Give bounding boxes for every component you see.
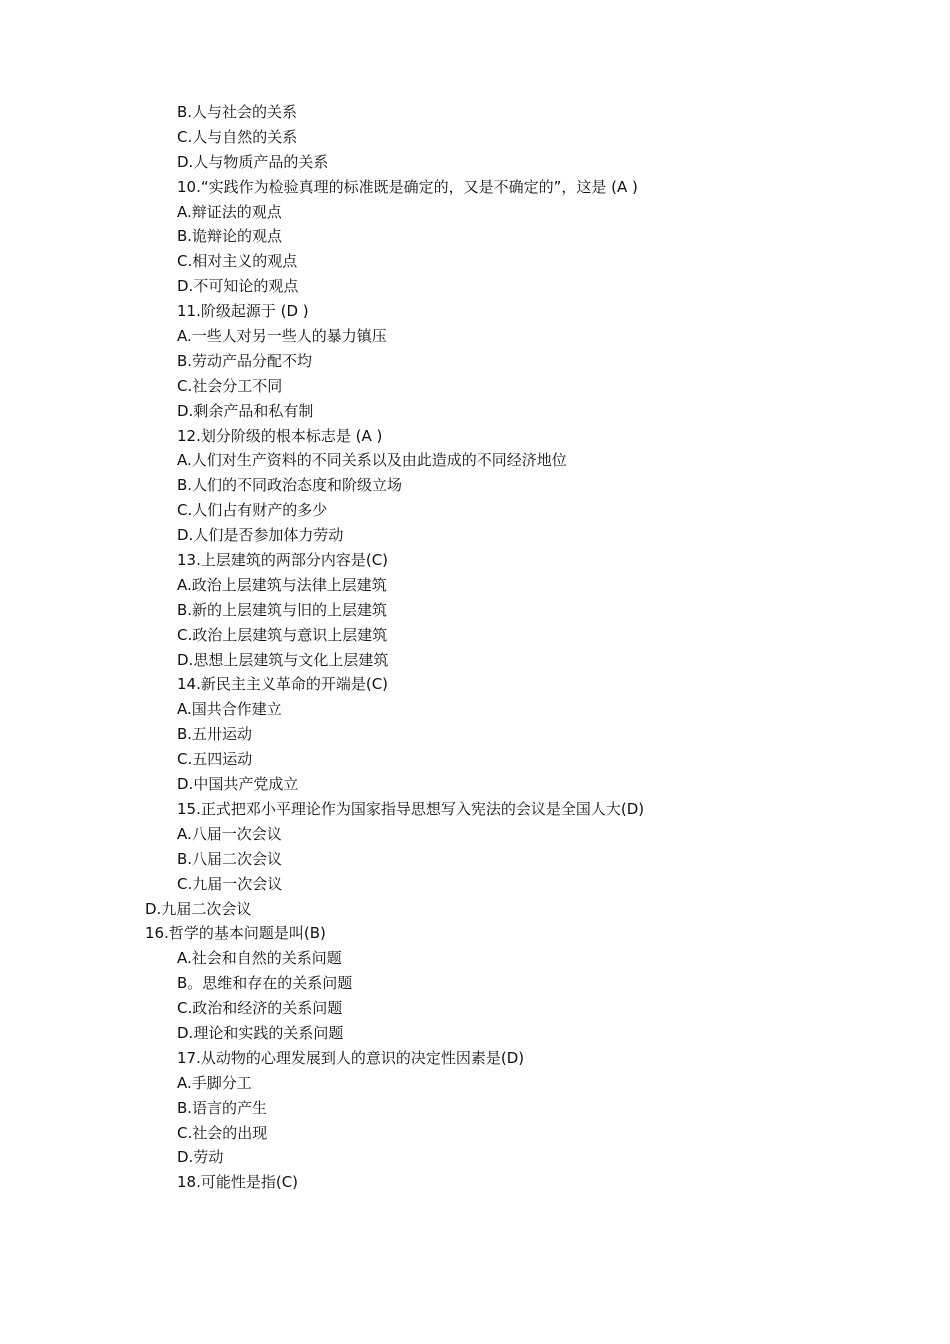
text-line: C.社会分工不同 [177, 376, 283, 395]
text-line: A.八届一次会议 [177, 824, 282, 843]
text-line: A.手脚分工 [177, 1073, 252, 1092]
text-line: D.九届二次会议 [145, 899, 252, 918]
text-line: A.人们对生产资料的不同关系以及由此造成的不同经济地位 [177, 451, 567, 470]
text-line: A.一些人对另一些人的暴力镇压 [177, 327, 387, 346]
text-line: C.政治和经济的关系问题 [177, 999, 343, 1018]
text-line: D.劳动 [177, 1148, 224, 1167]
text-line: C.人们占有财产的多少 [177, 501, 328, 520]
text-line: A.社会和自然的关系问题 [177, 949, 342, 968]
text-line: B.语言的产生 [177, 1098, 268, 1117]
text-line: D.人与物质产品的关系 [177, 152, 329, 171]
text-line: C.政治上层建筑与意识上层建筑 [177, 625, 388, 644]
text-line: 15.正式把邓小平理论作为国家指导思想写入宪法的会议是全国人大(D) [177, 799, 645, 818]
text-line: C.五四运动 [177, 750, 253, 769]
text-line: B.八届二次会议 [177, 849, 283, 868]
text-line: 14.新民主主义革命的开端是(C) [177, 675, 389, 694]
text-line: C.社会的出现 [177, 1123, 268, 1142]
text-line: D.思想上层建筑与文化上层建筑 [177, 650, 389, 669]
text-line: B.人与社会的关系 [177, 103, 298, 121]
text-line: 10.“实践作为检验真理的标准既是确定的，又是不确定的”，这是 (A ) [177, 177, 638, 196]
text-line: 18.可能性是指(C) [177, 1173, 299, 1192]
text-line: 13.上层建筑的两部分内容是(C) [177, 551, 389, 570]
text-line: A.辩证法的观点 [177, 202, 282, 221]
text-line: D.剩余产品和私有制 [177, 401, 314, 420]
text-line: 12.划分阶级的根本标志是 (A ) [177, 426, 383, 445]
text-line: 16.哲学的基本问题是叫(B) [145, 924, 326, 943]
text-line: D.中国共产党成立 [177, 775, 299, 794]
text-line: B.五卅运动 [177, 725, 253, 744]
text-line: B.劳动产品分配不均 [177, 351, 313, 370]
text-line: B.人们的不同政治态度和阶级立场 [177, 476, 403, 495]
text-line: C.九届一次会议 [177, 874, 283, 893]
text-line: B.诡辩论的观点 [177, 227, 283, 246]
text-line: D.不可知论的观点 [177, 277, 299, 296]
document-page [0, 100, 950, 1195]
text-line: B。思维和存在的关系问题 [177, 974, 353, 993]
text-line: 11.阶级起源于 (D ) [177, 302, 309, 321]
text-line: A.政治上层建筑与法律上层建筑 [177, 575, 387, 594]
text-line: 17.从动物的心理发展到人的意识的决定性因素是(D) [177, 1048, 525, 1067]
text-line: D.理论和实践的关系问题 [177, 1023, 344, 1042]
text-line: C.相对主义的观点 [177, 252, 298, 271]
text-line: B.新的上层建筑与旧的上层建筑 [177, 600, 388, 619]
text-line: A.国共合作建立 [177, 700, 282, 719]
text-line: C.人与自然的关系 [177, 127, 298, 146]
text-line: D.人们是否参加体力劳动 [177, 526, 344, 545]
